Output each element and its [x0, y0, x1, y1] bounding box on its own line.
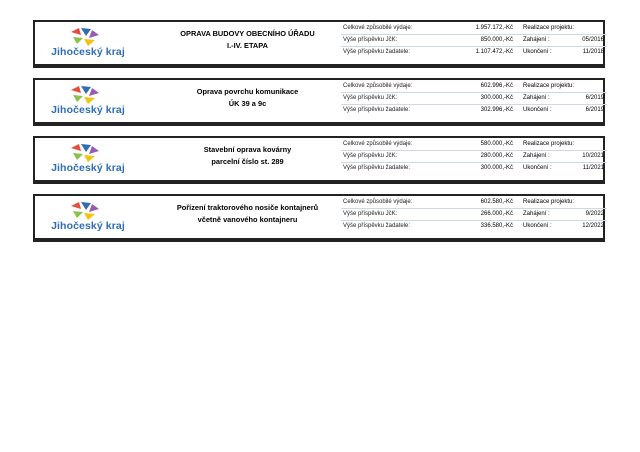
finance-table [341, 196, 607, 238]
applicant-value: 300.000,-Kč [480, 165, 513, 171]
jck-label: Výše příspěvku JčK: [343, 153, 398, 159]
jihocesky-kraj-logo [43, 142, 133, 178]
end-value: 12/2022 [582, 223, 604, 229]
jck-label: Výše příspěvku JčK: [343, 95, 398, 101]
realization-label: Realizace projektu: [523, 141, 575, 147]
project-title-line2: parcelní číslo st. 289 [211, 157, 284, 166]
jihocesky-kraj-logo [43, 200, 133, 236]
finance-table [341, 22, 607, 64]
applicant-value: 302.996,-Kč [480, 107, 513, 113]
applicant-label: Výše příspěvku žadatele: [343, 223, 411, 229]
region-emblem-icon [65, 142, 105, 164]
start-label: Zahájení : [523, 211, 550, 217]
logo-text: Jihočeský kraj [51, 46, 125, 58]
project-title-line1: Pořízení traktorového nosiče kontajnerů [176, 203, 319, 212]
costs-label: Celkové způsobilé výdaje: [343, 141, 413, 147]
applicant-label: Výše příspěvku žadatele: [343, 107, 411, 113]
logo-text: Jihočeský kraj [51, 162, 125, 174]
realization-label: Realizace projektu: [523, 25, 575, 31]
applicant-row [341, 46, 607, 58]
start-value: 9/2022 [585, 211, 604, 217]
region-emblem-icon [65, 26, 105, 48]
jihocesky-kraj-logo [43, 84, 133, 120]
region-emblem-icon [65, 200, 105, 222]
start-value: 6/2019 [585, 95, 604, 101]
costs-value: 580.000,-Kč [480, 141, 513, 147]
project-card [33, 136, 605, 182]
costs-value: 602.996,-Kč [480, 83, 513, 89]
costs-label: Celkové způsobilé výdaje: [343, 25, 413, 31]
applicant-row [341, 104, 607, 116]
applicant-label: Výše příspěvku žadatele: [343, 49, 411, 55]
logo-text: Jihočeský kraj [51, 104, 125, 116]
end-value: 11/2018 [582, 49, 604, 55]
project-title-line2: včetně vanového kontajneru [197, 215, 298, 224]
project-title-line1: Stavební oprava kovárny [203, 145, 292, 154]
start-label: Zahájení : [523, 153, 550, 159]
jck-label: Výše příspěvku JčK: [343, 211, 398, 217]
jck-label: Výše příspěvku JčK: [343, 37, 398, 43]
finance-table [341, 80, 607, 122]
jihocesky-kraj-logo [43, 26, 133, 62]
project-title-line2: I.-IV. ETAPA [227, 41, 268, 50]
end-label: Ukončení : [523, 49, 552, 55]
project-card [33, 194, 605, 240]
project-title-line1: Oprava povrchu komunikace [196, 87, 299, 96]
end-label: Ukončení : [523, 223, 552, 229]
applicant-value: 336.580,-Kč [480, 223, 513, 229]
realization-label: Realizace projektu: [523, 83, 575, 89]
project-title [155, 86, 340, 110]
end-value: 6/2019 [585, 107, 604, 113]
start-label: Zahájení : [523, 37, 550, 43]
costs-label: Celkové způsobilé výdaje: [343, 83, 413, 89]
project-title [155, 202, 340, 226]
start-value: 10/2021 [582, 153, 604, 159]
end-label: Ukončení : [523, 165, 552, 171]
costs-value: 602.580,-Kč [480, 199, 513, 205]
jck-value: 266.000,-Kč [480, 211, 513, 217]
applicant-row [341, 162, 607, 174]
project-title-line1: OPRAVA BUDOVY OBECNÍHO ÚŘADU [180, 29, 315, 38]
end-label: Ukončení : [523, 107, 552, 113]
project-card [33, 20, 605, 66]
project-title [155, 144, 340, 168]
jck-value: 300.000,-Kč [480, 95, 513, 101]
jck-value: 850.000,-Kč [480, 37, 513, 43]
costs-value: 1.957.172,-Kč [475, 25, 513, 31]
project-title [155, 28, 340, 52]
applicant-value: 1.107.472,-Kč [475, 49, 513, 55]
start-value: 05/2016 [582, 37, 604, 43]
end-value: 11/2021 [582, 165, 604, 171]
applicant-row [341, 220, 607, 232]
project-title-line2: ÚK 39 a 9c [228, 99, 267, 108]
costs-label: Celkové způsobilé výdaje: [343, 199, 413, 205]
start-label: Zahájení : [523, 95, 550, 101]
applicant-label: Výše příspěvku žadatele: [343, 165, 411, 171]
region-emblem-icon [65, 84, 105, 106]
jck-value: 280.000,-Kč [480, 153, 513, 159]
realization-label: Realizace projektu: [523, 199, 575, 205]
project-card [33, 78, 605, 124]
logo-text: Jihočeský kraj [51, 220, 125, 232]
finance-table [341, 138, 607, 180]
